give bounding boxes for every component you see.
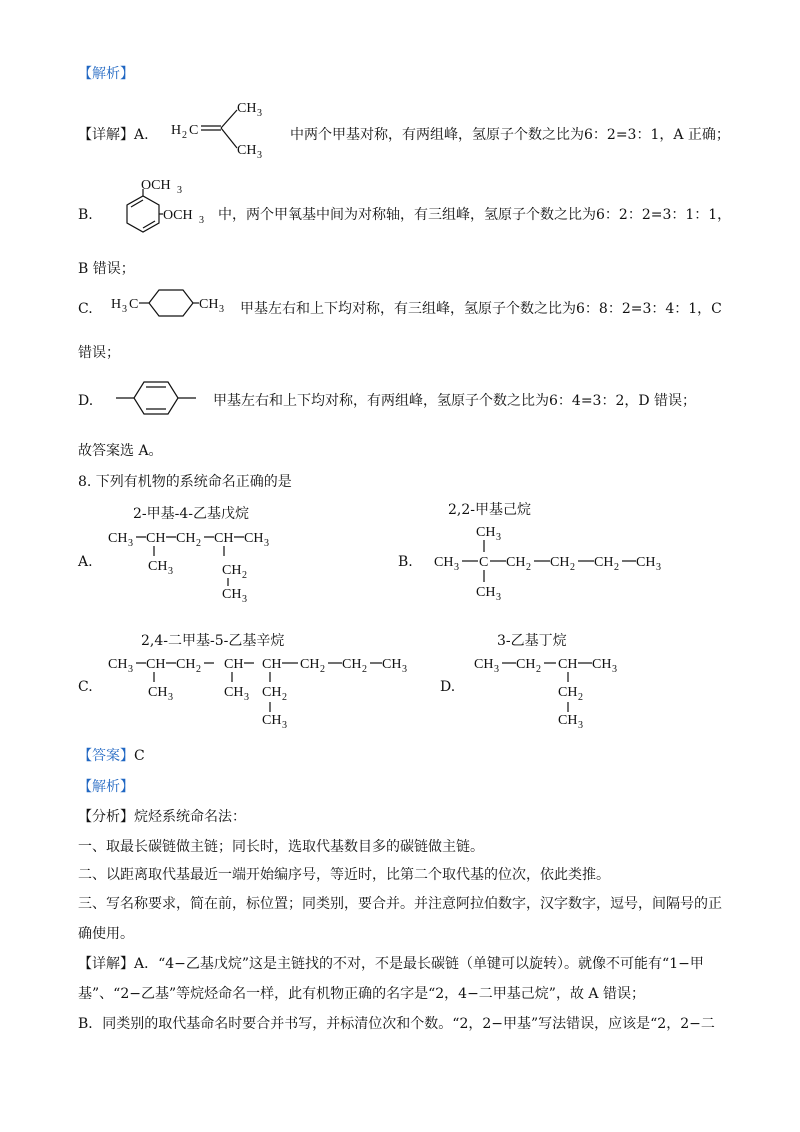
detail-a-text: 中两个甲基对称，有两组峰，氢原子个数之比为6：2=3：1，A 正确； [290, 127, 730, 143]
svg-text:2: 2 [536, 664, 541, 675]
svg-text:3: 3 [496, 532, 501, 543]
svg-text:CH: CH [636, 555, 656, 570]
svg-text:C: C [479, 555, 489, 570]
svg-text:3: 3 [612, 664, 617, 675]
analysis-detail-a-2: 基”、“2−乙基”等烷烃命名一样，此有机物正确的名字是“2，4−二甲基己烷”，故 A 错误； [78, 986, 645, 1002]
svg-text:CH: CH [262, 713, 282, 728]
svg-text:3: 3 [496, 592, 501, 602]
svg-text:3: 3 [264, 538, 269, 549]
detail-b-letter: B. [78, 207, 93, 223]
detail-b-text: 中，两个甲氧基中间为对称轴，有三组峰，氢原子个数之比为6：2：2=3：1：1， [218, 207, 732, 223]
analysis-header: 【解析】 [78, 779, 134, 795]
option-d-name: 3-乙基丁烷 [497, 633, 567, 649]
option-b-structure [430, 520, 680, 602]
detail-label: 【详解】A. [78, 127, 149, 143]
svg-text:CH: CH [148, 685, 168, 700]
svg-text:H: H [171, 123, 182, 138]
svg-text:3: 3 [199, 215, 204, 226]
svg-text:3: 3 [219, 304, 224, 315]
svg-text:CH: CH [199, 297, 219, 312]
svg-text:3: 3 [128, 664, 133, 675]
svg-text:2: 2 [320, 664, 325, 675]
svg-text:2: 2 [578, 692, 583, 703]
svg-text:CH: CH [148, 559, 168, 574]
detail-d-text: 甲基左右和上下均对称，有两组峰，氢原子个数之比为6：4=3：2，D 错误； [213, 393, 697, 409]
svg-text:3: 3 [494, 664, 499, 675]
detail-c-cont: 错误； [78, 345, 120, 361]
option-d-letter: D. [440, 679, 456, 695]
svg-text:3: 3 [128, 538, 133, 549]
svg-text:CH: CH [244, 531, 264, 546]
detail-b-cont: B 错误； [78, 261, 135, 277]
svg-text:CH: CH [237, 101, 257, 116]
svg-text:3: 3 [402, 664, 407, 675]
svg-text:CH: CH [176, 531, 196, 546]
detail-d-letter: D. [78, 393, 94, 409]
svg-text:3: 3 [454, 562, 459, 573]
svg-text:CH: CH [594, 555, 614, 570]
option-a-structure [106, 526, 296, 608]
p-xylene-structure [110, 370, 210, 426]
svg-text:3: 3 [578, 720, 583, 731]
explanation-header: 【解析】 [78, 66, 134, 82]
svg-text:CH: CH [222, 563, 242, 578]
svg-text:C: C [129, 297, 139, 312]
svg-text:CH: CH [476, 585, 496, 600]
svg-text:CH: CH [506, 555, 526, 570]
option-d-structure [472, 652, 642, 732]
svg-text:3: 3 [244, 692, 249, 703]
option-c-letter: C. [78, 679, 93, 695]
answer-label: 【答案】 [78, 748, 134, 764]
dimethoxybenzene-structure [105, 175, 217, 247]
option-a-name: 2-甲基-4-乙基戊烷 [133, 506, 250, 522]
isobutene-structure [165, 92, 285, 164]
svg-text:CH: CH [592, 657, 612, 672]
svg-text:CH: CH [434, 555, 454, 570]
svg-text:CH: CH [262, 685, 282, 700]
detail-c-letter: C. [78, 301, 93, 317]
svg-text:2: 2 [362, 664, 367, 675]
svg-text:2: 2 [526, 562, 531, 573]
svg-text:2: 2 [242, 570, 247, 581]
svg-text:CH: CH [262, 657, 282, 672]
svg-text:CH: CH [300, 657, 320, 672]
svg-text:2: 2 [196, 538, 201, 549]
question-stem: 8. 下列有机物的系统命名正确的是 [78, 474, 292, 490]
analysis-rule-3-cont: 确使用。 [78, 926, 134, 942]
svg-text:C: C [189, 123, 199, 138]
analysis-rule-3: 三、写名称要求，简在前，标位置；同类别，要合并。并注意阿拉伯数字，汉字数字，逗号，间隔号的正 [78, 896, 722, 912]
svg-text:CH: CH [558, 657, 578, 672]
svg-text:CH: CH [224, 657, 244, 672]
svg-text:CH: CH [516, 657, 536, 672]
svg-text:2: 2 [282, 692, 287, 703]
svg-text:2: 2 [196, 664, 201, 675]
analysis-detail-b-1: B．同类别的取代基命名时要合并书写，并标清位次和个数。“2，2−甲基”写法错误，应该是“2，2−二 [78, 1016, 715, 1032]
option-b-name: 2,2-甲基己烷 [448, 502, 531, 518]
svg-text:CH: CH [222, 587, 242, 602]
svg-text:H: H [111, 297, 122, 312]
svg-text:2: 2 [182, 130, 187, 141]
option-a-letter: A. [78, 554, 93, 570]
svg-text:CH: CH [558, 685, 578, 700]
svg-text:CH: CH [176, 657, 196, 672]
svg-text:CH: CH [108, 657, 128, 672]
svg-text:3: 3 [257, 150, 262, 161]
svg-text:3: 3 [656, 562, 661, 573]
dimethylcyclohexane-structure [105, 282, 237, 330]
analysis-rule-1: 一、取最长碳链做主链；同长时，选取代基数目多的碳链做主链。 [78, 839, 484, 855]
svg-text:3: 3 [177, 185, 182, 196]
svg-text:CH: CH [108, 531, 128, 546]
analysis-rule-2: 二、以距离取代基最近一端开始编序号，等近时，比第二个取代基的位次，依此类推。 [78, 867, 610, 883]
svg-text:CH: CH [476, 525, 496, 540]
svg-text:CH: CH [146, 531, 166, 546]
option-b-letter: B. [398, 554, 413, 570]
svg-text:CH: CH [558, 713, 578, 728]
svg-text:CH: CH [146, 657, 166, 672]
svg-text:3: 3 [122, 304, 127, 315]
svg-text:3: 3 [242, 594, 247, 605]
svg-text:CH: CH [474, 657, 494, 672]
svg-text:CH: CH [342, 657, 362, 672]
svg-text:OCH: OCH [163, 208, 193, 223]
svg-text:CH: CH [214, 531, 234, 546]
analysis-detail-a-1: 【详解】A．“4−乙基戊烷”这是主链找的不对，不是最长碳链（单键可以旋转）。就像不可能有“1−甲 [78, 956, 704, 972]
option-c-structure [106, 652, 416, 732]
svg-text:3: 3 [168, 692, 173, 703]
answer-value: C [134, 748, 145, 764]
analysis-intro: 【分析】烷烃系统命名法： [78, 809, 246, 825]
svg-text:CH: CH [550, 555, 570, 570]
svg-text:CH: CH [224, 685, 244, 700]
answer-line [78, 749, 145, 763]
detail-c-text: 甲基左右和上下均对称，有三组峰，氢原子个数之比为6：8：2=3：4：1，C [240, 301, 722, 317]
svg-text:2: 2 [570, 562, 575, 573]
svg-text:CH: CH [237, 143, 257, 158]
svg-text:3: 3 [168, 566, 173, 577]
svg-text:3: 3 [282, 720, 287, 731]
detail-conclusion: 故答案选 A。 [78, 443, 163, 459]
svg-text:3: 3 [257, 108, 262, 119]
svg-text:CH: CH [382, 657, 402, 672]
svg-text:2: 2 [614, 562, 619, 573]
svg-text:OCH: OCH [141, 178, 171, 193]
option-c-name: 2,4-二甲基-5-乙基辛烷 [141, 633, 285, 649]
